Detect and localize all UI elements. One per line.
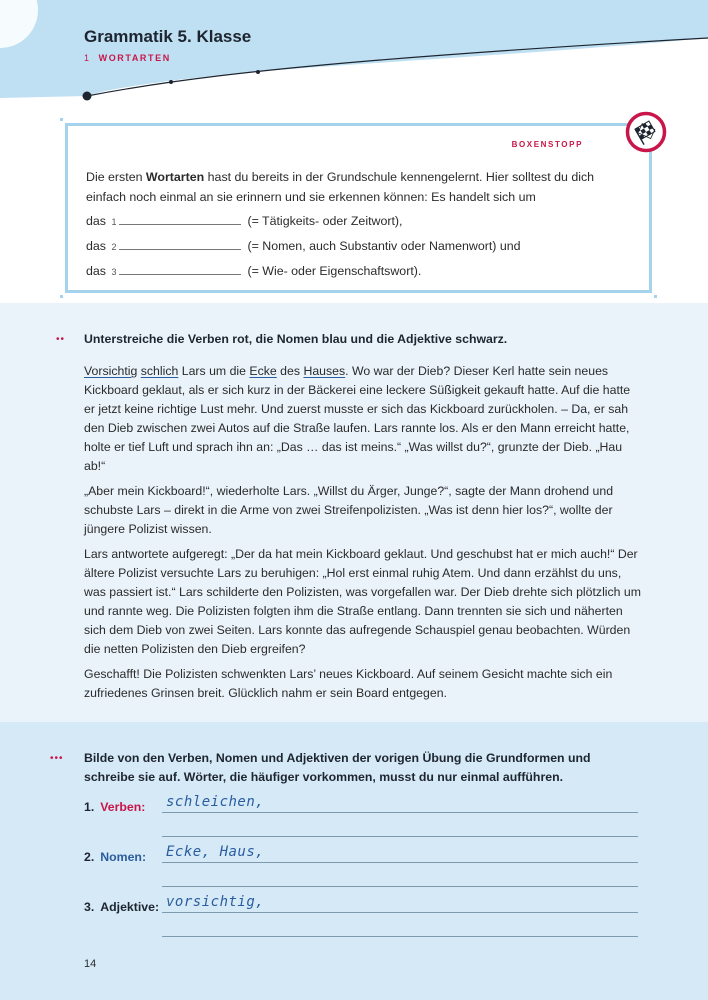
exercise-1-instruction: Unterstreiche die Verben rot, die Nomen blau und die Adjektive schwarz. — [84, 332, 508, 346]
chapter-title: WORTARTEN — [98, 53, 171, 63]
answer-label-text: Verben: — [100, 800, 146, 814]
handwritten-answer[interactable]: vorsichtig, — [166, 894, 265, 910]
answer-number: 1. — [84, 800, 95, 814]
chapter-heading — [84, 53, 171, 63]
answer-label-text: Nomen: — [100, 850, 147, 864]
intro-text-start: Die ersten — [86, 170, 146, 184]
story-paragraph: Lars antwortete aufgeregt: „Der da hat mein Kickboard geklaut. Und geschubst hat er mich auch!“ Der ältere Polizist versuchte Lars zu beruhigen: „Hol erst einmal ruhig Atem. Und dann erzählst du uns, was passiert ist.“ Lars schilderte den Polizisten, was vorgefallen war. Der Dieb drehte sich plötzlich um und rannte weg. Die Polizisten folgten ihm die Straße entlang. Dann trennten sie sich und näherten sich dem Dieb von zwei Seiten. Lars konnte das aufregende Schauspiel genau beobachten. Würden die netten Polizisten den Dieb ergreifen? — [84, 547, 642, 656]
story-text-run: Lars um die — [178, 364, 250, 378]
chapter-number: 1 — [84, 53, 91, 63]
fill-suffix: (= Nomen, auch Substantiv oder Namenwort) und — [247, 239, 521, 253]
answer-number: 3. — [84, 900, 95, 914]
underlined-word[interactable]: Ecke — [249, 364, 277, 378]
intro-text-end: hast du bereits in der Grundschule kennengelernt. Hier solltest du dich einfach noch einmal an sie erinnern und sie erkennen können: Es handelt sich um — [86, 170, 595, 204]
answer-row-nouns — [84, 844, 640, 900]
underlined-word[interactable]: Hauses — [303, 364, 346, 378]
answer-row-verbs — [84, 794, 640, 850]
fill-index: 2 — [111, 242, 117, 252]
header-band — [0, 0, 708, 110]
answer-line[interactable] — [162, 886, 638, 887]
exercise-2-instruction: Bilde von den Verben, Nomen und Adjektiven der vorigen Übung die Grundformen und schreibe sie auf. Wörter, die häufiger vorkommen, musst du nur einmal aufführen. — [84, 751, 591, 784]
answer-label — [84, 850, 146, 864]
intro-keyword: Wortarten — [145, 170, 205, 184]
box-corner-dot — [60, 118, 63, 121]
box-corner-dot — [60, 295, 63, 298]
answer-label — [84, 900, 159, 914]
answer-number: 2. — [84, 850, 95, 864]
answer-row-adjectives — [84, 894, 640, 950]
difficulty-dots-3: ••• — [50, 753, 64, 764]
handwritten-answer[interactable]: schleichen, — [166, 794, 265, 810]
checkered-flag-icon — [625, 111, 667, 153]
box-corner-dot — [654, 295, 657, 298]
handwritten-answer[interactable]: Ecke, Haus, — [166, 844, 265, 860]
underlined-word[interactable]: Vorsichtig — [84, 364, 138, 378]
page-number: 14 — [84, 958, 97, 970]
fill-blank-1[interactable] — [119, 212, 241, 225]
fill-line-2 — [86, 237, 646, 257]
fill-line-1 — [86, 212, 646, 232]
fill-blank-2[interactable] — [119, 237, 241, 250]
fill-prefix: das — [86, 264, 106, 278]
page-title: Grammatik 5. Klasse — [84, 27, 252, 46]
fill-blank-3[interactable] — [119, 262, 241, 275]
fill-index: 3 — [111, 267, 117, 277]
story-paragraph: Geschafft! Die Polizisten schwenkten Lars’ neues Kickboard. Auf seinem Gesicht machte sich ein zufriedenes Grinsen breit. Glücklich nahm er sein Board entgegen. — [84, 667, 613, 700]
answer-line[interactable] — [162, 936, 638, 937]
underlined-word[interactable]: schlich — [140, 364, 179, 378]
story-paragraph: „Aber mein Kickboard!“, wiederholte Lars. „Willst du Ärger, Junge?“, sagte der Mann drohend und schubste Lars – direkt in die Arme von zwei Streifenpolizisten. „Was ist denn hier los?“, wollte der jüngere Polizist wissen. — [84, 484, 614, 536]
answer-label — [84, 800, 145, 814]
story-text-run: . Wo war der Dieb? Dieser Kerl hatte sein neues Kickboard geklaut, als er sich kurz in der Bäckerei eine leckere Süßigkeit gekauft hatte. Auf die hatte er jetzt keine richtige Lust mehr. Und zuerst musste er sich das Kickboard zurückholen. – Da, er sah den Dieb zwischen zwei Autos auf die Straße laufen. Lars rannte los. Als er den Mann erreicht hatte, holte er tief Luft und sprach ihn an: „Das … das ist meins.“ „Was willst du?“, grunzte der Dieb. „Hau ab!“ — [84, 364, 631, 473]
difficulty-dots-2: •• — [56, 334, 66, 345]
fill-prefix: das — [86, 214, 106, 228]
fill-line-3 — [86, 262, 646, 282]
boxenstopp-intro — [86, 168, 631, 207]
answer-line[interactable] — [162, 812, 638, 813]
fill-prefix: das — [86, 239, 106, 253]
answer-label-text: Adjektive: — [100, 900, 160, 914]
answer-line[interactable] — [162, 862, 638, 863]
story-paragraph — [84, 362, 644, 476]
fill-suffix: (= Tätigkeits- oder Zeitwort), — [247, 214, 403, 228]
fill-index: 1 — [111, 217, 117, 227]
fill-suffix: (= Wie- oder Eigenschaftswort). — [247, 264, 422, 278]
story-text-run: des — [276, 364, 304, 378]
story-text — [84, 362, 644, 709]
answer-line[interactable] — [162, 836, 638, 837]
answer-line[interactable] — [162, 912, 638, 913]
boxenstopp-label: BOXENSTOPP — [511, 140, 583, 149]
boxenstopp-box — [65, 123, 652, 293]
